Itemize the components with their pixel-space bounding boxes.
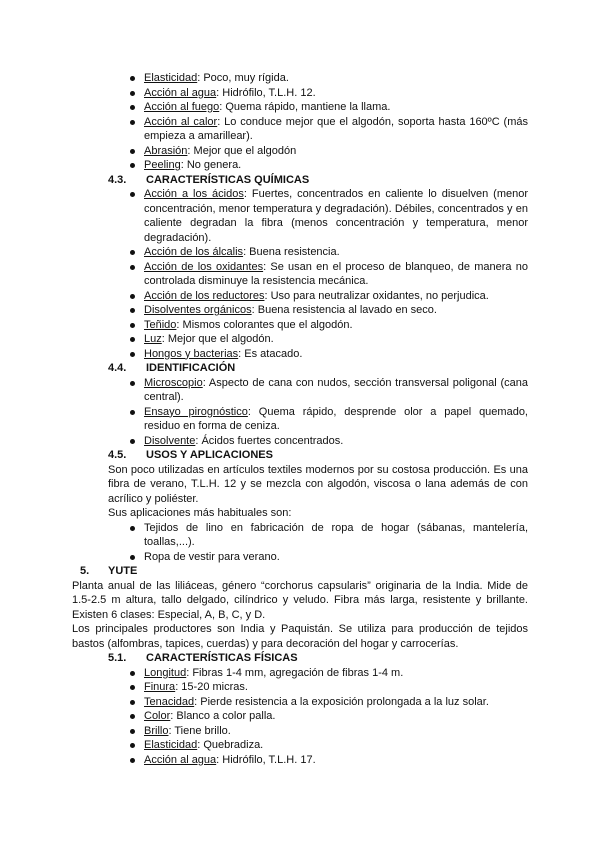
list-item: Acción al agua: Hidrófilo, T.L.H. 17. [126,753,528,768]
list-item: Longitud: Fibras 1-4 mm, agregación de fibras 1-4 m. [126,666,528,681]
section-heading-4-5: 4.5. USOS Y APLICACIONES [108,449,273,461]
list-item: Acción de los oxidantes: Se usan en el proceso de blanqueo, de manera no controlada disminuye la resistencia mecánica. [126,260,528,289]
list-item: Ensayo pirognóstico: Quema rápido, desprende olor a papel quemado, residuo en forma de ceniza. [126,405,528,434]
list-item: Elasticidad: Quebradiza. [126,738,528,753]
sec45-paragraph-1: Son poco utilizadas en artículos textiles modernos por su costosa producción. Es una fibra de verano, T.L.H. 12 y se mezcla con algodón, viscosa o lana además de con acrílico y poliéster. [108,463,528,505]
list-item: Tejidos de lino en fabricación de ropa de hogar (sábanas, mantelería, toallas,...). [126,521,528,550]
sec51-list [126,666,600,768]
sec45-list [126,521,600,565]
list-item: Brillo: Tiene brillo. [126,724,528,739]
list-item: Acción de los reductores: Uso para neutralizar oxidantes, no perjudica. [126,289,528,304]
list-item: Microscopio: Aspecto de cana con nudos, sección transversal poligonal (cana central). [126,376,528,405]
list-item: Finura: 15-20 micras. [126,680,528,695]
list-item: Acción al agua: Hidrófilo, T.L.H. 12. [126,86,528,101]
sec43-list [126,187,600,361]
list-item: Disolvente: Ácidos fuertes concentrados. [126,434,528,449]
sec45-paragraph-2: Sus aplicaciones más habituales son: [108,507,292,519]
list-item: Tenacidad: Pierde resistencia a la exposición prolongada a la luz solar. [126,695,528,710]
list-item: Acción al calor: Lo conduce mejor que el algodón, soporta hasta 160ºC (más empieza a amarillear). [126,115,528,144]
list-item: Acción al fuego: Quema rápido, mantiene la llama. [126,100,528,115]
list-item: Teñido: Mismos colorantes que el algodón. [126,318,528,333]
section-heading-5: 5. YUTE [80,565,138,577]
list-item: Elasticidad: Poco, muy rígida. [126,71,528,86]
list-item: Disolventes orgánicos: Buena resistencia al lavado en seco. [126,303,528,318]
sec5-paragraph-1: Planta anual de las liliáceas, género “corchorus capsularis” originaria de la India. Mide de 1.5-2.5 m altura, tallo delgado, cilíndrico y veludo. Fibra más larga, resistente y brillante. Existen 6 clases: Especial, A, B, C, y D. [72,579,528,621]
section-heading-5-1: 5.1. CARACTERÍSTICAS FÍSICAS [108,652,298,664]
list-item: Hongos y bacterias: Es atacado. [126,347,528,362]
sec44-list [126,376,600,449]
list-item: Color: Blanco a color palla. [126,709,528,724]
list-item: Luz: Mejor que el algodón. [126,332,528,347]
sec5-paragraph-2: Los principales productores son India y Paquistán. Se utiliza para producción de tejidos bastos (alfombras, tapices, cuerdas) y para decoración del hogar y carrocerías. [72,623,528,650]
list-item: Acción a los ácidos: Fuertes, concentrados en caliente lo disuelven (menor concentración, menor temperatura y degradación). Débiles, concentrados y en caliente degradan la fibra (menos concentración y temperatura, menor degradación). [126,187,528,245]
list-item: Peeling: No genera. [126,158,528,173]
block1-list [126,71,600,173]
section-heading-4-3: 4.3. CARACTERÍSTICAS QUÍMICAS [108,173,310,186]
list-item: Ropa de vestir para verano. [126,550,528,565]
list-item: Abrasión: Mejor que el algodón [126,144,528,159]
list-item: Acción de los álcalis: Buena resistencia. [126,245,528,260]
section-heading-4-4: 4.4. IDENTIFICACIÓN [108,362,236,374]
